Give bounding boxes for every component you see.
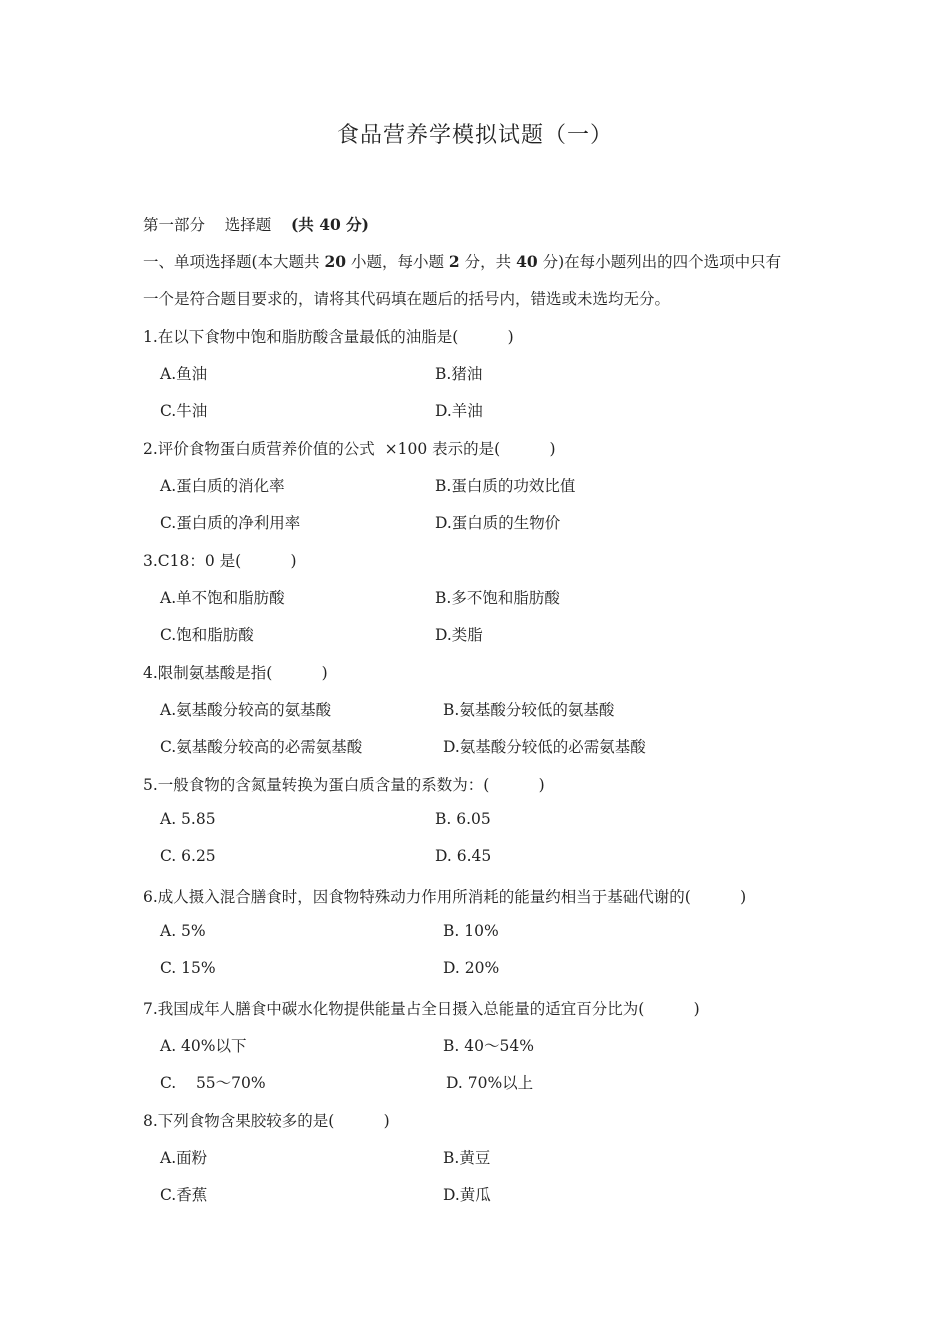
option-a: A. 5.85 [160,810,216,828]
instructions-line-2: 一个是符合题目要求的，请将其代码填在题后的括号内，错选或未选均无分。 [143,290,671,308]
option-a: A.面粉 [160,1149,208,1167]
option-a: A.氨基酸分较高的氨基酸 [160,701,332,719]
option-d: D.蛋白质的生物价 [435,514,561,532]
option-c: C.饱和脂肪酸 [160,626,254,644]
option-a: A.蛋白质的消化率 [160,477,285,495]
option-d: D.类脂 [435,626,483,644]
option-c: C. 55～70% [160,1074,266,1092]
option-b: B. 6.05 [435,810,491,828]
instr-text: 分，共 [459,253,517,271]
part-heading [143,213,369,235]
option-d: D.黄瓜 [443,1186,491,1204]
question-stem: 7.我国成年人膳食中碳水化物提供能量占全日摄入总能量的适宜百分比为( ) [143,1000,700,1018]
option-c: C.氨基酸分较高的必需氨基酸 [160,738,363,756]
instr-num: 40 [516,252,538,271]
part-score-post: 分) [340,215,370,234]
part-label: 第一部分 [143,216,206,234]
option-b: B.猪油 [435,365,483,383]
option-b: B.氨基酸分较低的氨基酸 [443,701,615,719]
option-c: C.香蕉 [160,1186,208,1204]
question-stem: 8.下列食物含果胶较多的是( ) [143,1112,390,1130]
option-a: A. 40%以下 [160,1037,247,1055]
instr-num: 20 [324,252,347,271]
option-c: C. 6.25 [160,847,216,865]
instr-text: 分)在每小题列出的四个选项中只有 [537,253,782,271]
option-a: A.鱼油 [160,365,208,383]
part-name: 选择题 [224,216,272,234]
part-score-num: 40 [319,215,341,234]
option-b: B. 40～54% [443,1037,534,1055]
option-d: D. 70%以上 [446,1074,534,1092]
option-c: C.牛油 [160,402,208,420]
option-c: C. 15% [160,959,216,977]
instr-text: 小题，每小题 [346,253,449,271]
question-stem: 2.评价食物蛋白质营养价值的公式 ×100 表示的是( ) [143,440,556,458]
option-b: B.蛋白质的功效比值 [435,477,576,495]
option-a: A.单不饱和脂肪酸 [160,589,285,607]
question-stem: 5.一般食物的含氮量转换为蛋白质含量的系数为：( ) [143,776,545,794]
option-d: D.羊油 [435,402,483,420]
option-a: A. 5% [160,922,206,940]
question-stem: 6.成人摄入混合膳食时，因食物特殊动力作用所消耗的能量约相当于基础代谢的( ) [143,888,747,906]
option-b: B.黄豆 [443,1149,491,1167]
option-c: C.蛋白质的净利用率 [160,514,301,532]
instr-num: 2 [448,252,460,271]
question-stem: 4.限制氨基酸是指( ) [143,664,328,682]
question-stem: 3.C18：0 是( ) [143,552,297,570]
option-d: D.氨基酸分较低的必需氨基酸 [443,738,646,756]
instructions-line-1 [143,250,781,272]
option-d: D. 20% [443,959,500,977]
option-b: B. 10% [443,922,499,940]
question-stem: 1.在以下食物中饱和脂肪酸含量最低的油脂是( ) [143,328,514,346]
option-d: D. 6.45 [435,847,492,865]
option-b: B.多不饱和脂肪酸 [435,589,560,607]
instr-text: 一、单项选择题(本大题共 [143,253,325,271]
part-score-pre: (共 [290,215,320,234]
page-title: 食品营养学模拟试题（一） [336,123,613,148]
